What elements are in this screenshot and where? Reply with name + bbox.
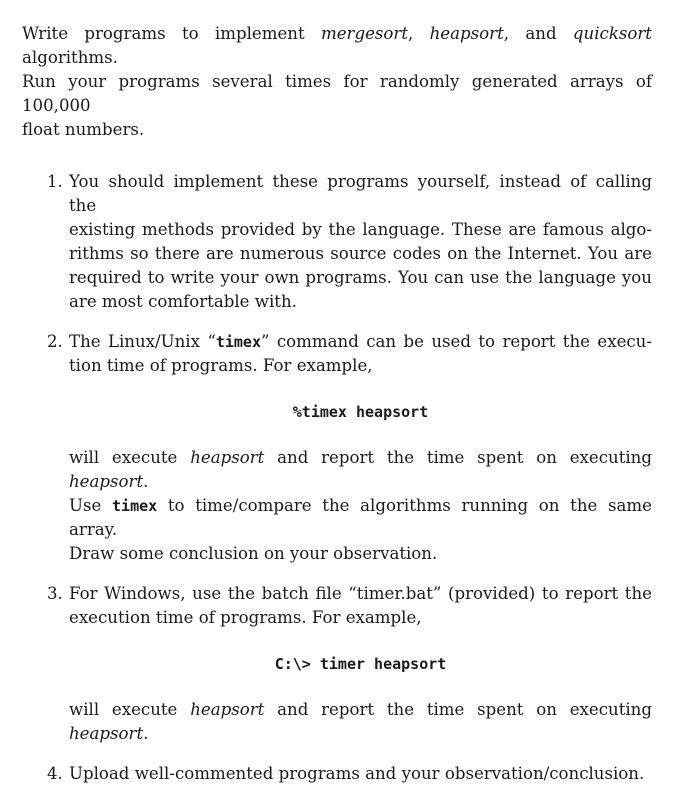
intro-mergesort: mergesort	[320, 24, 409, 43]
item-1-line-3: rithms so there are numerous source codes on the Internet. You are	[69, 244, 652, 263]
item-2-line-3	[69, 446, 652, 494]
timex-code: timex	[112, 497, 158, 515]
timex-command-example: %timex heapsort	[292, 403, 429, 421]
item-3-text: .	[143, 724, 149, 743]
item-2-line-4	[69, 494, 652, 542]
intro-text: ,	[408, 24, 430, 43]
intro-text: Write programs to implement	[22, 24, 321, 43]
item-2-line-5: Draw some conclusion on your observation.	[69, 544, 438, 563]
list-number: 2.	[47, 332, 63, 351]
heapsort-term: heapsort	[69, 724, 144, 743]
item-2-text: ” command can be used to report the execu	[261, 332, 647, 351]
item-2-text: will execute	[69, 448, 191, 467]
item-1-line-1: You should implement these programs yourself, instead of calling the	[69, 172, 652, 215]
heapsort-term: heapsort	[190, 700, 265, 719]
intro-quicksort: quicksort	[572, 24, 652, 43]
list-item-2	[22, 330, 652, 566]
item-2-line-1	[69, 330, 652, 354]
item-1-line-2	[69, 218, 652, 242]
item-3-line-1: For Windows, use the batch file “timer.bat” (provided) to report the	[69, 584, 652, 603]
intro-text: algorithms.	[22, 48, 118, 67]
item-3-text: will execute	[69, 700, 191, 719]
list-number: 4.	[47, 764, 63, 783]
intro-paragraph	[22, 22, 652, 142]
instruction-list	[22, 170, 652, 786]
item-1-line-5: are most comfortable with.	[69, 292, 297, 311]
item-3-text: and report the time spent on executing	[264, 700, 652, 719]
timer-command-example: C:\> timer heapsort	[274, 655, 447, 673]
item-2-text: and report the time spent on executing	[264, 448, 652, 467]
item-2-text: The Linux/Unix “	[69, 332, 216, 351]
intro-line-2: Run your programs several times for randomly generated arrays of 100,000	[22, 72, 652, 115]
list-item-1	[22, 170, 652, 314]
timex-code: timex	[215, 333, 261, 351]
item-2-line-2: tion time of programs. For example,	[69, 356, 373, 375]
item-3-line-2: execution time of programs. For example,	[69, 608, 422, 627]
list-number: 1.	[47, 172, 63, 191]
item-2-text: .	[143, 472, 149, 491]
intro-line-3: float numbers.	[22, 120, 145, 139]
heapsort-term: heapsort	[69, 472, 144, 491]
list-number: 3.	[47, 584, 63, 603]
list-item-3	[22, 582, 652, 746]
assignment-document	[22, 22, 652, 786]
intro-line-1	[22, 22, 652, 70]
item-3-line-3	[69, 698, 652, 746]
intro-text: , and	[503, 24, 573, 43]
heapsort-term: heapsort	[190, 448, 265, 467]
item-2-text: Use	[69, 496, 113, 515]
item-1-line-2-text: existing methods provided by the language. These are famous algo	[69, 220, 647, 239]
item-4-line-1: Upload well-commented programs and your observation/conclusion.	[69, 764, 645, 783]
intro-heapsort: heapsort	[429, 24, 504, 43]
list-item-4	[22, 762, 652, 786]
item-2-text: to time/compare the algorithms running on the same array.	[69, 496, 652, 539]
item-1-line-4: required to write your own programs. You can use the language you	[69, 268, 652, 287]
